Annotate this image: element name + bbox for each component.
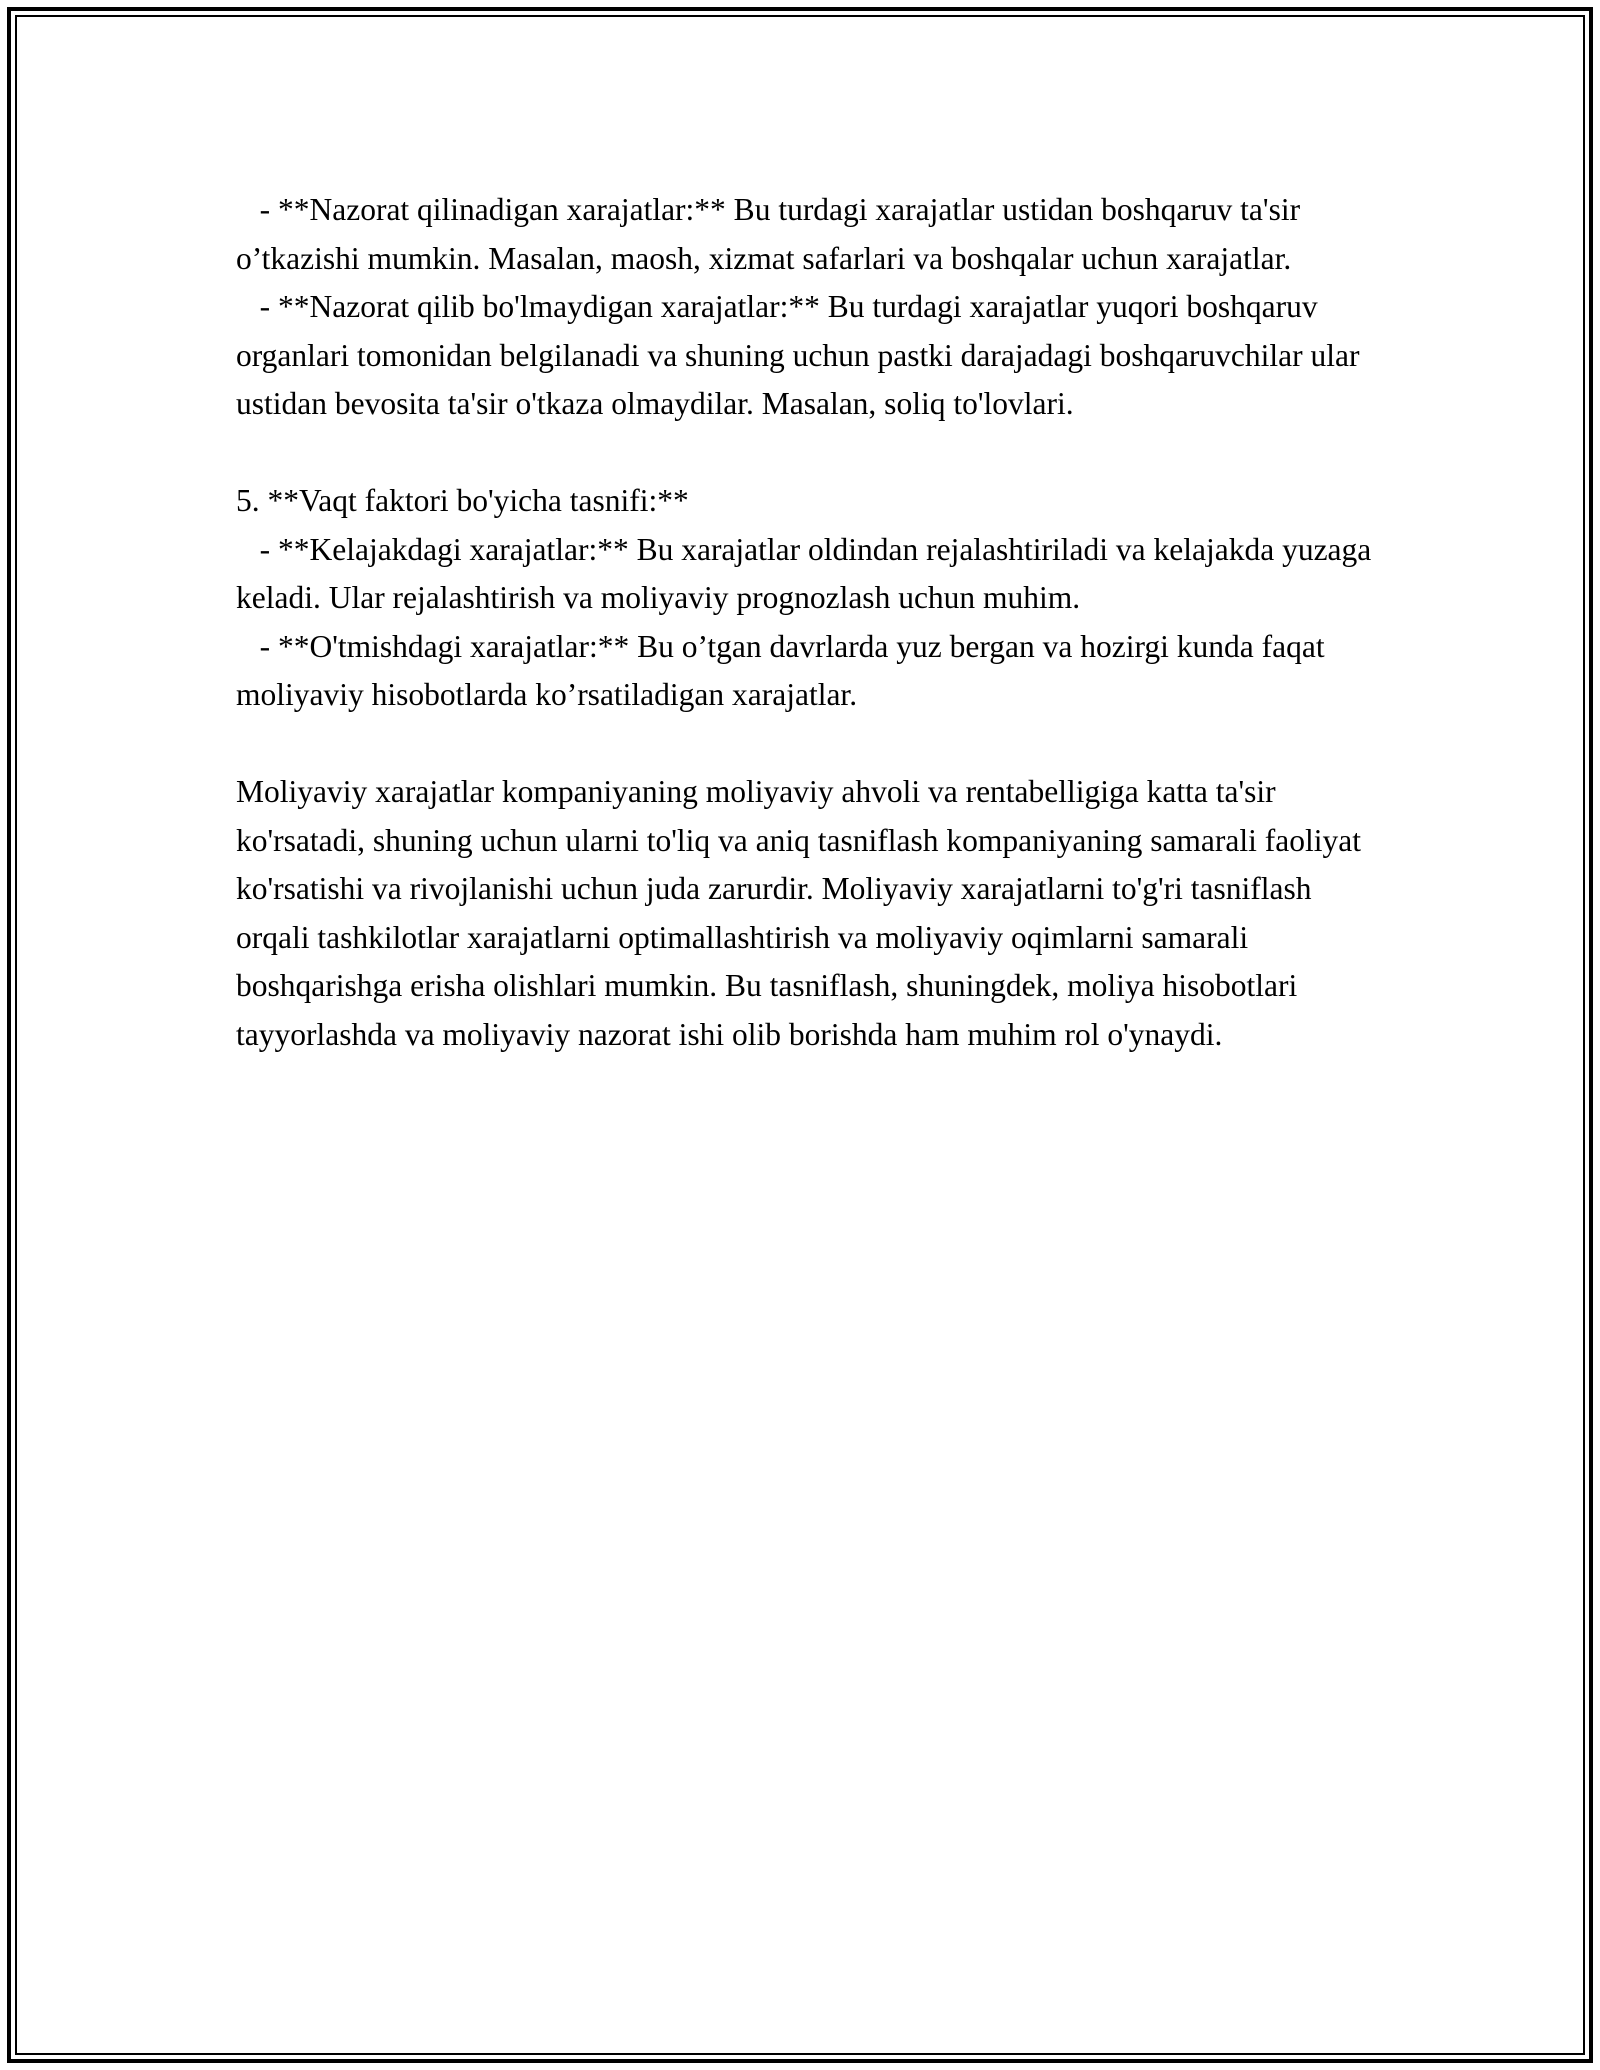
paragraph-past-costs: - **O'tmishdagi xarajatlar:** Bu o’tgan davrlarda yuz bergan va hozirgi kunda faqat moliyaviy hisobotlarda ko’rsatiladigan xarajatlar. xyxy=(236,628,1333,712)
document-body xyxy=(236,186,1386,1059)
paragraph-conclusion: Moliyaviy xarajatlar kompaniyaning moliyaviy ahvoli va rentabelligiga katta ta'sir ko'rsatadi, shuning uchun ularni to'liq va aniq tasniflash kompaniyaning samarali faoliyat ko'rsatishi va rivojlanishi uchun juda zarurdir. Moliyaviy xarajatlarni to'g'ri tasniflash orqali tashkilotlar xarajatlarni optimallashtirish va moliyaviy oqimlarni samarali boshqarishga erisha olishlari mumkin. Bu tasniflash, shuningdek, moliya hisobotlari tayyorlashda va moliyaviy nazorat ishi olib borishda ham muhim rol o'ynaydi. xyxy=(236,774,1369,1052)
blank-line xyxy=(236,720,1386,769)
paragraph-future-costs: - **Kelajakdagi xarajatlar:** Bu xarajatlar oldindan rejalashtiriladi va kelajakda yuzaga keladi. Ular rejalashtirish va moliyaviy prognozlash uchun muhim. xyxy=(236,531,1380,615)
blank-line xyxy=(236,429,1386,478)
paragraph-uncontrollable-costs: - **Nazorat qilib bo'lmaydigan xarajatlar:** Bu turdagi xarajatlar yuqori boshqaruv organlari tomonidan belgilanadi va shuning uchun pastki darajadagi boshqaruvchilar ular ustidan bevosita ta'sir o'tkaza olmaydilar. Masalan, soliq to'lovlari. xyxy=(236,289,1368,421)
paragraph-controllable-costs: - **Nazorat qilinadigan xarajatlar:** Bu turdagi xarajatlar ustidan boshqaruv ta'sir o’tkazishi mumkin. Masalan, maosh, xizmat safarlari va boshqalar uchun xarajatlar. xyxy=(236,192,1308,276)
section-heading-time-factor: 5. **Vaqt faktori bo'yicha tasnifi:** xyxy=(236,483,689,518)
